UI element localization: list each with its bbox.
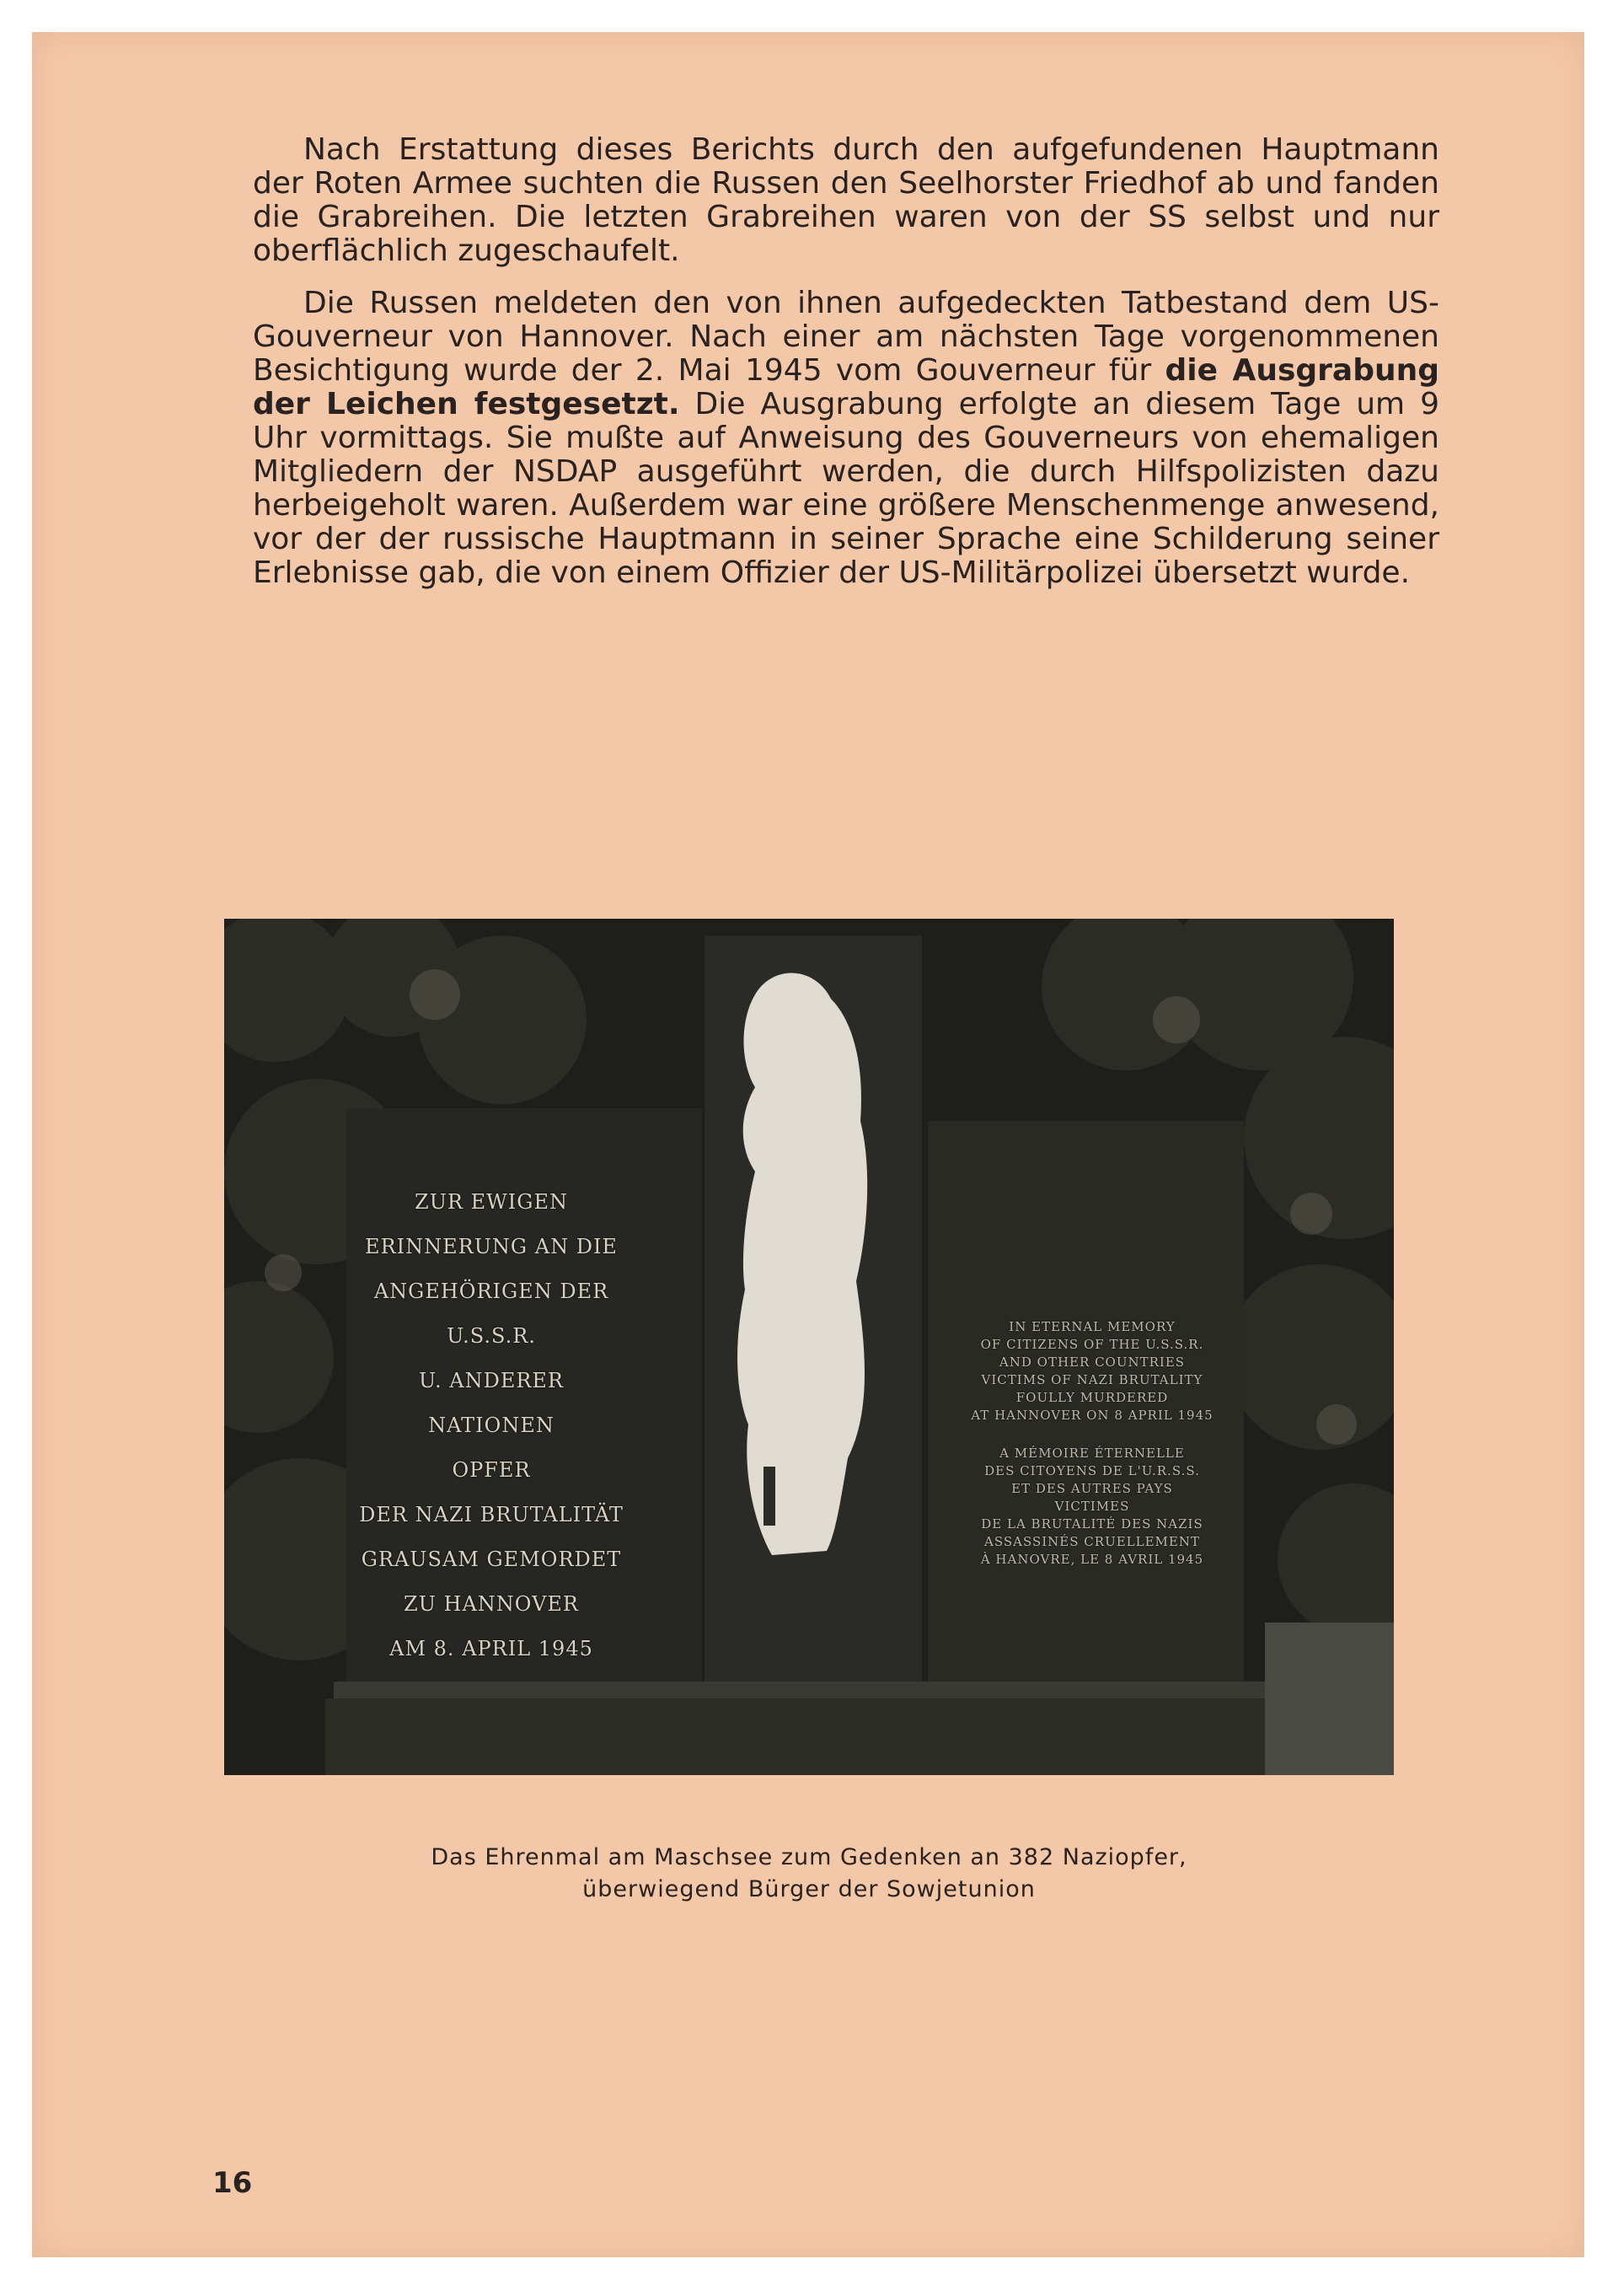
- left-plaque-inscription: [352, 1180, 630, 1671]
- plaque-line: AM 8. APRIL 1945: [389, 1637, 593, 1660]
- plaque-line: DE LA BRUTALITÉ DES NAZIS: [981, 1516, 1203, 1532]
- plaque-line: A MÉMOIRE ÉTERNELLE: [999, 1446, 1185, 1461]
- plaque-line: AND OTHER COUNTRIES: [999, 1355, 1186, 1370]
- plaque-line: ERINNERUNG AN DIE: [365, 1235, 618, 1258]
- plaque-line: OF CITIZENS OF THE U.S.S.R.: [980, 1337, 1204, 1352]
- plaque-line: ZU HANNOVER: [404, 1592, 579, 1616]
- paragraph-2-text-b: Die Ausgrabung erfolgte an diesem Tage um 9 Uhr vormittags. Sie mußte auf Anweisung des Gouverneurs von ehemaligen Mitgliedern der NSDAP ausgeführt werden, die durch Hilfspolizisten dazu herbeigeholt waren. Außerdem war eine größere Menschenmenge anwesend, vor der der russische Hauptmann in seiner Sprache eine Schilderung seiner Erlebnisse gab, die von einem Offizier der US-Militärpolizei übersetzt wurde.: [253, 387, 1439, 590]
- plaque-line: IN ETERNAL MEMORY: [1009, 1319, 1176, 1334]
- caption-line-2: überwiegend Bürger der Sowjetunion: [582, 1876, 1036, 1902]
- plaque-russian-block: [949, 1172, 1235, 1298]
- photo-caption: [224, 1842, 1394, 1906]
- paragraph-2: [253, 287, 1439, 590]
- plaque-line: VICTIMES: [1054, 1499, 1130, 1514]
- caption-line-1: Das Ehrenmal am Maschsee zum Gedenken an 382 Naziopfer,: [431, 1844, 1187, 1870]
- plaque-line: DES CITOYENS DE L'U.R.S.S.: [984, 1463, 1200, 1478]
- plaque-line: AT HANNOVER ON 8 APRIL 1945: [971, 1408, 1214, 1423]
- plaque-english-block: [949, 1318, 1235, 1424]
- plaque-line: U. ANDERER NATIONEN: [418, 1369, 565, 1437]
- right-plaque-inscription: [949, 1172, 1235, 1589]
- paragraph-2-bold: die Ausgrabung der Leichen festgesetzt.: [253, 353, 1440, 421]
- plaque-line: ZUR EWIGEN: [415, 1190, 568, 1214]
- paragraph-2-text-a: Die Russen meldeten den von ihnen aufgedeckten Tatbestand dem US-Gouverneur von Hannover. Nach einer am nächsten Tage vorgenommenen Besichtigung wurde der 2. Mai 1945 vom Gouverneur für: [253, 286, 1439, 388]
- plaque-line: GRAUSAM GEMORDET: [361, 1548, 622, 1571]
- plaque-line: À HANOVRE, LE 8 AVRIL 1945: [980, 1552, 1204, 1567]
- plaque-line: ET DES AUTRES PAYS: [1011, 1481, 1173, 1496]
- memorial-photo: [224, 919, 1394, 1775]
- plaque-line: FOULLY MURDERED: [1015, 1390, 1169, 1405]
- plaque-line: OPFER: [452, 1458, 531, 1482]
- plaque-line: ANGEHÖRIGEN DER U.S.S.R.: [373, 1279, 609, 1348]
- plaque-line: DER NAZI BRUTALITÄT: [359, 1503, 624, 1526]
- page-number: 16: [212, 2166, 253, 2200]
- paragraph-1: Nach Erstattung dieses Berichts durch den aufgefundenen Hauptmann der Roten Armee suchten die Russen den Seelhorster Friedhof ab und fanden die Grabreihen. Die letzten Grabreihen waren von der SS selbst und nur oberflächlich zugeschaufelt.: [253, 132, 1439, 268]
- plaque-line: VICTIMS OF NAZI BRUTALITY: [981, 1372, 1203, 1387]
- document-page: [32, 32, 1584, 2257]
- plaque-line: ASSASSINÉS CRUELLEMENT: [984, 1534, 1200, 1549]
- plaque-french-block: [949, 1445, 1235, 1569]
